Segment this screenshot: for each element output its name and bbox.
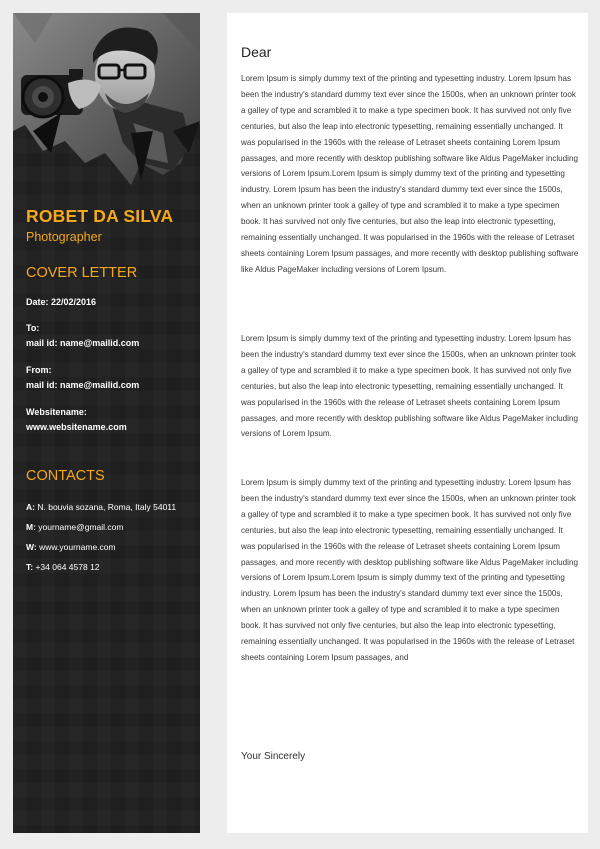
contacts-heading: CONTACTS <box>26 468 105 484</box>
candidate-role: Photographer <box>26 230 102 244</box>
paragraph-3: Lorem Ipsum is simply dummy text of the printing and typesetting industry. Lorem Ipsum has been the industry's standard dummy text ever since the 1500s, when an unknown printer took a galley of type and scrambled it to make a type specimen book. It has survived not only five centuries, but also the leap into electronic typesetting, remaining essentially unchanged. It was popularised in the 1960s with the release of Letraset sheets containing Lorem Ipsum passages, and more recently with desktop publishing software like Aldus PageMaker including versions of Lorem Ipsum.Lorem Ipsum is simply dummy text of the printing and typesetting industry. Lorem Ipsum has been the industry's standard dummy text ever since the 1500s, when an unknown printer took a galley of type and scrambled it to make a type specimen book. It has survived not only five centuries, but also the leap into electronic typesetting, remaining essentially unchanged. It was popularised in the 1960s with the release of Letraset sheets containing Lorem Ipsum passages, and <box>241 478 578 662</box>
mail-value: yourname@gmail.com <box>38 522 124 532</box>
to-label: To: <box>26 323 40 333</box>
paragraph-1: Lorem Ipsum is simply dummy text of the printing and typesetting industry. Lorem Ipsum has been the industry's standard dummy text ever since the 1500s, when an unknown printer took a galley of type and scrambled it to make a type specimen book. It has survived not only five centuries, but also the leap into electronic typesetting, remaining essentially unchanged. It was popularised in the 1960s with the release of Letraset sheets containing Lorem Ipsum passages, and more recently with desktop publishing software like Aldus PageMaker including versions of Lorem Ipsum.Lorem Ipsum is simply dummy text of the printing and typesetting industry. Lorem Ipsum has been the industry's standard dummy text ever since the 1500s, when an unknown printer took a galley of type and scrambled it to make a type specimen book. It has survived not only five centuries, but also the leap into electronic typesetting, remaining essentially unchanged. It was popularised in the 1960s with the release of Letraset sheets containing Lorem Ipsum passages, and more recently with desktop publishing software like Aldus PageMaker including versions of Lorem Ipsum. <box>241 74 579 274</box>
tel-label: T: <box>26 562 34 572</box>
tel-value: +34 064 4578 12 <box>35 562 100 572</box>
greeting: Dear <box>241 44 272 60</box>
contact-address <box>26 502 176 512</box>
letter-body <box>227 13 588 833</box>
address-value: N. bouvia sozana, Roma, Italy 54011 <box>37 502 177 512</box>
sidebar <box>13 13 200 833</box>
to-email: mail id: name@mailid.com <box>26 338 140 348</box>
paragraph-2: Lorem Ipsum is simply dummy text of the printing and typesetting industry. Lorem Ipsum has been the industry's standard dummy text ever since the 1500s, when an unknown printer took a galley of type and scrambled it to make a type specimen book. It has survived not only five centuries, but also the leap into electronic typesetting, remaining essentially unchanged. It was popularised in the 1960s with the release of Letraset sheets containing Lorem Ipsum passages, and more recently with desktop publishing software like Aldus PageMaker including versions of Lorem Ipsum. <box>241 334 578 439</box>
web-value: www.yourname.com <box>39 542 116 552</box>
contact-mail <box>26 522 123 532</box>
cover-letter-heading: COVER LETTER <box>26 265 138 281</box>
website-value: www.websitename.com <box>26 422 127 432</box>
contact-web <box>26 542 116 552</box>
from-label: From: <box>26 365 52 375</box>
closing: Your Sincerely <box>241 751 306 762</box>
date-line: Date: 22/02/2016 <box>26 297 97 307</box>
candidate-name: ROBET DA SILVA <box>26 206 174 226</box>
from-email: mail id: name@mailid.com <box>26 380 140 390</box>
address-label: A: <box>26 502 35 512</box>
website-label: Websitename: <box>26 407 87 417</box>
mail-label: M: <box>26 522 36 532</box>
web-label: W: <box>26 542 37 552</box>
contact-phone <box>26 562 100 572</box>
profile-photo <box>13 13 200 185</box>
